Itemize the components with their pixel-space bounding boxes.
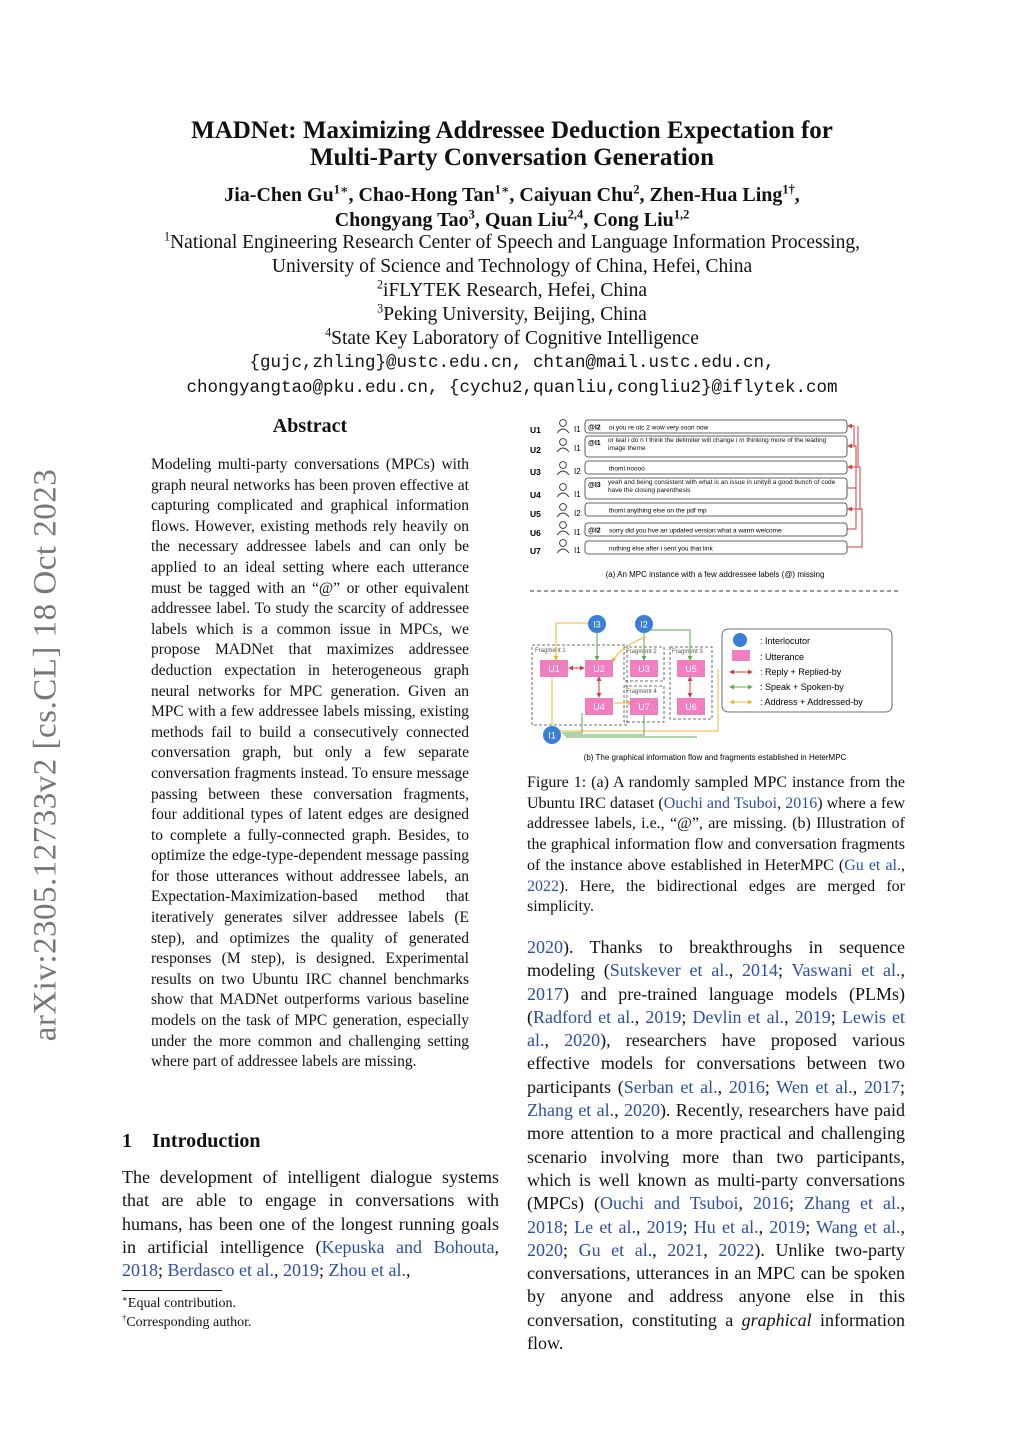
paragraph-text: ). Unlike two-party conversations, utterances in an MPC can be spoken by anyone and address anyone else in this conversation, constituting a bbox=[527, 1239, 905, 1330]
author: Cong Liu$^{1,2}$ bbox=[593, 207, 690, 231]
figure-caption bbox=[527, 773, 905, 918]
svg-text:U1: U1 bbox=[548, 664, 560, 674]
utterance-id: U2 bbox=[530, 445, 541, 455]
legend-label: : Reply + Replied-by bbox=[760, 667, 842, 677]
legend-utterance-swatch bbox=[732, 650, 750, 661]
panel-a-caption: (a) An MPC instance with a few addressee labels (@) missing bbox=[605, 570, 825, 579]
citation-link[interactable]: 2021 bbox=[667, 1239, 704, 1260]
utterance-id: U3 bbox=[530, 467, 541, 477]
utterance-text: yeah and being consistent with what is an issue in unity8 a good bunch of code have the closing parenthesis bbox=[608, 479, 836, 495]
utterance-text: or teal i do n t think the delimiter will change i m thinking more of the leading image theme bbox=[608, 437, 827, 453]
paragraph-text: , bbox=[900, 960, 905, 981]
legend-label: : Address + Addressed-by bbox=[760, 697, 863, 707]
affiliation: $^3$Peking University, Beijing, China bbox=[377, 301, 647, 325]
svg-text:U5: U5 bbox=[685, 664, 697, 674]
title-line-2: Multi-Party Conversation Generation bbox=[309, 144, 715, 171]
utterance-id: U6 bbox=[530, 528, 541, 538]
author-line-1 bbox=[100, 183, 924, 208]
citation-link[interactable]: 2017 bbox=[863, 1076, 900, 1097]
utterance-node bbox=[585, 660, 613, 677]
citation-link[interactable]: 2020 bbox=[564, 1030, 601, 1051]
paragraph-text: , bbox=[784, 1006, 795, 1027]
intro-continuation bbox=[527, 936, 905, 1355]
utterance-text: nothing else after i sent you that link bbox=[609, 545, 713, 553]
person-icon bbox=[557, 522, 569, 535]
paragraph-text: ; bbox=[805, 1216, 817, 1237]
utterance-node bbox=[630, 698, 658, 715]
paragraph-text: Figure 1: (a) A randomly sampled MPC instance from the Ubuntu IRC dataset ( bbox=[527, 774, 905, 812]
paragraph-text: , bbox=[652, 1239, 668, 1260]
author: Zhen-Hua Ling$^{1\dagger}$, bbox=[649, 182, 800, 206]
affiliation: $^2$iFLYTEK Research, Hefei, China bbox=[377, 277, 647, 301]
mpc-row bbox=[530, 436, 847, 457]
citation-link[interactable]: 2019 bbox=[645, 1006, 682, 1027]
svg-text:I1: I1 bbox=[548, 730, 556, 741]
paragraph-text: ). Here, the bidirectional edges are merged for simplicity. bbox=[527, 877, 905, 916]
speaker-id: I1 bbox=[574, 546, 581, 555]
person-icon bbox=[557, 439, 569, 452]
citation-link[interactable]: 2019 bbox=[282, 1260, 319, 1281]
citation-link[interactable]: 2020 bbox=[527, 1239, 563, 1260]
arxiv-sidebar bbox=[24, 455, 68, 1055]
citation-link[interactable]: 2016 bbox=[728, 1076, 765, 1097]
citation-link[interactable]: Devlin et al. bbox=[692, 1006, 785, 1027]
utterance-id: U4 bbox=[530, 490, 541, 500]
svg-text:I2: I2 bbox=[640, 619, 648, 630]
citation-link[interactable]: Vaswani et al. bbox=[791, 960, 901, 981]
figure-legend bbox=[722, 629, 892, 712]
graph-edges bbox=[552, 623, 718, 737]
citation-link[interactable]: Berdasco et al. bbox=[167, 1260, 274, 1281]
paragraph-text: , bbox=[544, 1030, 565, 1051]
citation-link[interactable]: Ouchi and Tsuboi bbox=[600, 1193, 739, 1214]
interlocutor-node bbox=[635, 615, 653, 633]
speaker-id: I1 bbox=[574, 528, 581, 537]
interlocutor-node bbox=[588, 615, 606, 633]
utterance-node bbox=[677, 698, 705, 715]
fragment-label: Fragment 4 bbox=[626, 689, 657, 695]
paragraph-text: , bbox=[635, 1216, 647, 1237]
footnote-rule bbox=[122, 1290, 222, 1291]
paragraph-text: ; bbox=[563, 1216, 575, 1237]
interlocutor-node bbox=[543, 726, 561, 744]
utterance-text: sorry did you hve an updated version what a warm welcome bbox=[609, 527, 782, 535]
intro-paragraph bbox=[122, 1166, 499, 1282]
footnotes bbox=[122, 1294, 499, 1332]
citation-link[interactable]: 2016 bbox=[785, 794, 818, 812]
abstract-text: Modeling multi-party conversations (MPCs) with graph neural networks has been proven effective at capturing complicated and graphical information flows. However, existing methods rely heavily on the necessary addressee labels and can only be applied to an ideal setting where each utterance must be tagged with an “@” or other equivalent addressee label. To study the scarcity of addressee labels which is a common issue in MPCs, we propose MADNet that maximizes addressee deduction expectation in heterogeneous graph neural networks for MPC generation. Given an MPC with a few addressee labels missing, existing methods fail to build a consecutively connected conversation graph, but only a few separate conversation fragments instead. To ensure message passing between these conversation fragments, four additional types of latent edges are designed to complete a fully-connected graph. Besides, to optimize the edge-type-dependent message passing for those utterances without addressee labels, an Expectation-Maximization-based method that iteratively generates silver addressee labels (E step), and optimizes the quality of generated responses (M step), is designed. Experimental results on two Ubuntu IRC channel benchmarks show that MADNet outperforms various baseline models on the task of MPC generation, especially under the more common and challenging setting where part of addressee labels are missing. bbox=[151, 456, 469, 1071]
utterance-id: U7 bbox=[530, 546, 541, 556]
citation-link[interactable]: 2014 bbox=[742, 960, 779, 981]
citation-link[interactable]: 2019 bbox=[769, 1216, 806, 1237]
author-line-2 bbox=[100, 208, 924, 233]
paragraph-text: , bbox=[852, 1076, 864, 1097]
paragraph-text: , bbox=[900, 1216, 905, 1237]
panel-b-caption: (b) The graphical information flow and fragments established in HeterMPC bbox=[583, 753, 847, 762]
abstract-heading: Abstract bbox=[272, 415, 348, 437]
utterance-node bbox=[585, 698, 613, 715]
citation-link[interactable]: 2016 bbox=[752, 1193, 789, 1214]
paragraph-text: ; bbox=[318, 1260, 329, 1281]
addressee-tag: @I3 bbox=[588, 482, 601, 489]
citation-link[interactable]: Gu et al. bbox=[578, 1239, 653, 1260]
person-icon bbox=[557, 504, 569, 517]
utterance-id: U1 bbox=[530, 425, 541, 435]
paragraph-text: ; bbox=[682, 1216, 694, 1237]
speaker-id: I2 bbox=[574, 467, 581, 476]
speaker-id: I2 bbox=[574, 509, 581, 518]
section-number: 1 bbox=[122, 1130, 132, 1152]
affiliation: University of Science and Technology of China, Hefei, China bbox=[271, 256, 753, 277]
svg-text:U4: U4 bbox=[593, 702, 605, 712]
paragraph-text: , bbox=[717, 1076, 729, 1097]
author-list bbox=[100, 183, 924, 233]
panel-b bbox=[532, 615, 892, 762]
citation-link[interactable]: Radford et al. bbox=[533, 1006, 635, 1027]
paragraph-text: ). Recently, researchers have paid more attention to a more practical and challenging scenario involving more than two participants, which is well known as multi-party conversations (MPCs) ( bbox=[527, 1100, 906, 1214]
affiliation: $^4$State Key Laboratory of Cognitive Intelligence bbox=[325, 325, 699, 349]
paragraph-text: ) and pre-trained language models (PLMs) ( bbox=[527, 983, 905, 1027]
paragraph-text: ; bbox=[788, 1193, 804, 1214]
citation-link[interactable]: 2019 bbox=[794, 1006, 831, 1027]
citation-link[interactable]: Zhang et al. bbox=[804, 1193, 901, 1214]
person-icon bbox=[557, 540, 569, 553]
mpc-row bbox=[530, 478, 847, 500]
title-line-1: MADNet: Maximizing Addressee Deduction Expectation for bbox=[191, 117, 833, 144]
paragraph-text: , bbox=[728, 960, 743, 981]
footnote: †Corresponding author. bbox=[122, 1312, 252, 1330]
panel-a bbox=[530, 420, 900, 591]
reply-arrows bbox=[847, 426, 862, 547]
email-line[interactable]: {gujc,zhling}@ustc.edu.cn, chtan@mail.ustc.edu.cn, bbox=[249, 353, 775, 373]
citation-link[interactable]: 2018 bbox=[122, 1260, 158, 1281]
utterance-node bbox=[630, 660, 658, 677]
citation-link[interactable]: 2020 bbox=[623, 1100, 660, 1121]
mpc-row bbox=[530, 461, 847, 477]
utterance-node bbox=[540, 660, 568, 677]
svg-text:I3: I3 bbox=[593, 619, 601, 630]
section-heading bbox=[122, 1130, 261, 1153]
section-title: Introduction bbox=[152, 1130, 261, 1152]
citation-link[interactable]: 2022 bbox=[527, 877, 559, 895]
fragment-label: Fragment 3 bbox=[672, 649, 703, 655]
citation-link[interactable]: Sutskever et al. bbox=[609, 960, 729, 981]
speaker-id: I1 bbox=[574, 444, 581, 453]
person-icon bbox=[557, 420, 569, 433]
legend-label: : Speak + Spoken-by bbox=[760, 682, 844, 692]
paragraph-text: , bbox=[900, 1193, 905, 1214]
citation-link[interactable]: Ouchi and Tsuboi bbox=[663, 794, 778, 812]
author: Chao-Hong Tan$^{1∗}$, bbox=[358, 182, 520, 206]
paragraph-text: , bbox=[614, 1100, 624, 1121]
speaker-id: I1 bbox=[574, 425, 581, 434]
citation-link[interactable]: Lewis et al. bbox=[527, 1006, 906, 1051]
affiliations bbox=[100, 231, 924, 351]
citation-link[interactable]: 2017 bbox=[527, 983, 563, 1004]
paragraph-text: The development of intelligent dialogue systems that are able to engage in conversations with humans, has been one of the longest running goals in artificial intelligence ( bbox=[122, 1167, 499, 1257]
paragraph-text: , bbox=[758, 1216, 770, 1237]
author: Quan Liu$^{2,4}$, bbox=[484, 207, 594, 231]
mpc-row bbox=[530, 540, 847, 556]
citation-link[interactable]: 2022 bbox=[718, 1239, 755, 1260]
paragraph-text: ; bbox=[563, 1239, 579, 1260]
paragraph-text: , bbox=[273, 1260, 283, 1281]
addressee-tag: @I1 bbox=[588, 440, 601, 447]
legend-interlocutor-swatch bbox=[733, 633, 747, 647]
paragraph-text: ; bbox=[681, 1006, 693, 1027]
email-line[interactable]: chongyangtao@pku.edu.cn, {cychu2,quanliu,congliu2}@iflytek.com bbox=[186, 378, 838, 398]
person-icon bbox=[557, 462, 569, 475]
paragraph-text: graphical bbox=[741, 1309, 812, 1330]
author: Chongyang Tao$^3$, bbox=[334, 207, 485, 231]
utterance-text: oi you re utc 2 wow very soon now bbox=[609, 424, 709, 432]
paragraph-text: ) where a few addressee labels, i.e., “@”, are missing. (b) Illustration of the graphical information flow and conversation fragments of the instance above established in HeterMPC ( bbox=[527, 794, 906, 874]
mpc-row bbox=[530, 522, 847, 538]
mpc-row bbox=[530, 503, 847, 519]
mpc-row bbox=[530, 420, 847, 435]
paragraph-text: ; bbox=[778, 960, 792, 981]
paragraph-text: ). Thanks to breakthroughs in sequence modeling ( bbox=[527, 937, 905, 981]
citation-link[interactable]: Le et al. bbox=[574, 1216, 636, 1237]
paragraph-text: , bbox=[494, 1236, 499, 1257]
figure-1 bbox=[522, 415, 908, 765]
footnote: ∗Equal contribution. bbox=[122, 1293, 236, 1311]
legend-label: : Interlocutor bbox=[760, 636, 811, 646]
utterance-node bbox=[677, 660, 705, 677]
addressee-tag: @I2 bbox=[588, 527, 601, 535]
citation-link[interactable]: 2019 bbox=[646, 1216, 683, 1237]
paper-title bbox=[100, 117, 924, 171]
paragraph-text: ; bbox=[899, 1076, 905, 1097]
citation-link[interactable]: Wen et al. bbox=[776, 1076, 853, 1097]
citation-link[interactable]: Zhou et al. bbox=[328, 1260, 406, 1281]
citation-link[interactable]: Gu et al. bbox=[844, 856, 901, 874]
paragraph-text: ; bbox=[764, 1076, 777, 1097]
speaker-id: I1 bbox=[574, 490, 581, 499]
person-icon bbox=[557, 484, 569, 497]
author: Jia-Chen $Gu^{1∗}$, bbox=[224, 182, 359, 206]
affiliation: $^1$National Engineering Research Center of Speech and Language Information Processing, bbox=[164, 229, 860, 253]
citation-link[interactable]: Zhang et al. bbox=[527, 1100, 615, 1121]
paragraph-text: , bbox=[703, 1239, 719, 1260]
svg-text:U2: U2 bbox=[593, 664, 605, 674]
paragraph-text: information flow. bbox=[527, 1309, 905, 1354]
legend-label: : Utterance bbox=[760, 652, 805, 662]
paragraph-text: , bbox=[405, 1260, 411, 1281]
svg-text:U6: U6 bbox=[685, 702, 697, 712]
fragment-label: Fragment 2 bbox=[626, 649, 657, 655]
email-block bbox=[100, 351, 924, 401]
paragraph-text: ; bbox=[158, 1260, 168, 1281]
fragment-label: Fragment 1 bbox=[535, 648, 566, 654]
addressee-tag: @I2 bbox=[588, 424, 601, 432]
utterance-text: thomi noooo bbox=[609, 465, 645, 473]
paragraph-text: ; bbox=[830, 1006, 842, 1027]
citation-link[interactable]: Serban et al. bbox=[623, 1076, 718, 1097]
utterance-id: U5 bbox=[530, 509, 541, 519]
svg-text:U7: U7 bbox=[638, 702, 650, 712]
author: Caiyuan Chu$^2$, bbox=[519, 182, 650, 206]
utterance-text: thomi anything else on the pdf mp bbox=[609, 507, 707, 515]
citation-link[interactable]: Wang et al. bbox=[816, 1216, 901, 1237]
paragraph-text: , bbox=[634, 1006, 646, 1027]
citation-link[interactable]: 2020 bbox=[527, 937, 563, 957]
paragraph-text: , bbox=[738, 1193, 753, 1214]
arxiv-identifier: arXiv:2305.12733v2 [cs.CL] 18 Oct 2023 bbox=[27, 468, 64, 1042]
citation-link[interactable]: 2018 bbox=[527, 1216, 563, 1237]
paragraph-text: ), researchers have proposed various effective models for conversations between two participants ( bbox=[527, 1030, 906, 1097]
citation-link[interactable]: Kepuska and Bohouta bbox=[321, 1236, 495, 1257]
citation-link[interactable]: Hu et al. bbox=[693, 1216, 759, 1237]
paragraph-text: , bbox=[777, 794, 786, 812]
paragraph-text: , bbox=[901, 856, 905, 874]
svg-text:U3: U3 bbox=[638, 664, 650, 674]
